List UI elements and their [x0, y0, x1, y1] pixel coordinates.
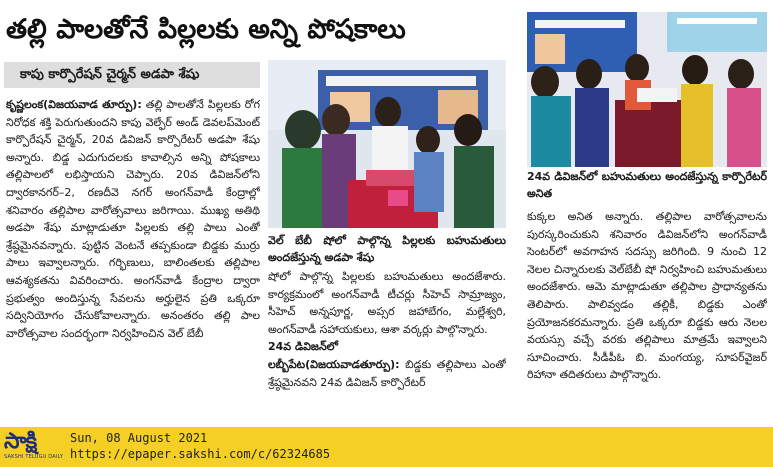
article-column-1 — [6, 96, 260, 424]
body-text: కుక్కల అనిత అన్నారు. తల్లిపాల వారోత్సవాలను పురస్కరించుకుని శనివారం డివిజన్‌లోని అంగన్‌వాడీ సెంటర్‌లో అవగాహన సదస్సు జరిగింది. 9 నుంచి 12 నెలల చిన్నారులకు వెల్‌బేబీ షో నిర్వహించి బహుమతులు అందజేశారు. ఆమె మాట్లాడుతూ తల్లిపాల ప్రాధాన్యతను తెలిపారు. పాలివ్వడం తల్లికీ, బిడ్డకు ఎంతో ప్రయోజనకరమన్నారు. ప్రతి ఒక్కరూ బిడ్డకు ఆరు నెలల వయస్సు వచ్చే వరకు తల్లిపాలు మాత్రమే ఇవ్వాలని సూచించారు. సీడీపీఓ బి. మంగయ్య, సూపర్‌వైజర్ రిహానా తదితరులు పాల్గొన్నారు. — [527, 210, 767, 382]
headline: తల్లి పాలతోనే పిల్లలకు అన్ని పోషకాలు — [6, 14, 406, 45]
sakshi-logo — [4, 430, 66, 464]
body-text: తల్లి పాలతోనే పిల్లలకు రోగ నిరోధక శక్తి పెరుగుతుందని కాపు వెల్ఫేర్ అండ్ డెవలప్‌మెంట్ కార్పొరేషన్ చైర్మన్, 20వ డివిజన్ కార్పొరేటర్ అడపా శేషు అన్నారు. బిడ్డ ఎదుగుదలకు కావాల్సిన అన్ని పోషకాలు తల్లిపాలలో లభిస్తాయని చెప్పారు. 20వ డివిజన్‌లోని ద్వారకానగర్–2, రణదీవె నగర్ అంగన్‌వాడీ కేంద్రాల్లో శనివారం తల్లిపాల వారోత్సవాలు జరిగాయి. ముఖ్య అతిథి అడపా శేషు మాట్లాడుతూ పిల్లలకు తల్లి పాలు ఎంతో శ్రేష్ఠమైనవన్నారు. పుట్టిన వెంటనే తప్పకుండా బిడ్డకు ముర్రు పాలు ఇవ్వాలన్నారు. గర్భిణులు, బాలింతలకు తల్లిపాల ఆవశ్యకతను వివరించారు. అంగన్‌వాడీ కేంద్రాల ద్వారా ప్రభుత్వం అందిస్తున్న సేవలను అర్హులైన ప్రతి ఒక్కరూ సద్వినియోగం చేసుకోవాలన్నారు. అనంతరం తల్లి పాల వారోత్సవాల సందర్భంగా నిర్వహించిన వెల్ బేబీ — [6, 98, 260, 340]
dateline: లబ్బీపేట(విజయవాడతూర్పు): — [268, 357, 400, 371]
article-column-3 — [527, 208, 767, 424]
logo-subtitle: SAKSHI TELUGU DAILY — [4, 454, 64, 460]
photo-2-image — [527, 12, 767, 167]
photo-division-24 — [527, 12, 767, 167]
photo-2-caption: 24వ డివిజన్‌లో బహుమతులు అందజేస్తున్న కార్పొరేటర్ అనిత — [527, 170, 767, 200]
footer-bar — [0, 427, 773, 467]
photo-1-image — [268, 60, 506, 228]
byline: కాపు కార్పొరేషన్ చైర్మన్ అడపా శేషు — [4, 62, 260, 88]
dateline: కృష్ణలంక(విజయవాడ తూర్పు): — [6, 98, 142, 111]
edition-date: Sun, 08 August 2021 — [70, 431, 208, 445]
photo-1-caption: వెల్ బేబీ షోలో పాల్గొన్న పిల్లలకు బహుమతులు అందజేస్తున్న అడపా శేషు — [268, 234, 506, 264]
logo-wordmark: సాక్షి — [4, 429, 37, 454]
body-text: బిడ్డకు తల్లిపాలు ఎంతో శ్రేష్ఠమైనవని 24వ డివిజన్ కార్పొరేటర్ — [268, 357, 506, 389]
subhead: 24వ డివిజన్‌లో — [268, 340, 339, 354]
photo-well-baby-show — [268, 60, 506, 228]
article-column-2 — [268, 268, 506, 424]
body-text: షోలో పాల్గొన్న పిల్లలకు బహుమతులు అందజేశారు. కార్యక్రమంలో అంగన్‌వాడీ టీచర్లు సీహెచ్ సామ్రాజ్యం, సీహెచ్ అన్నపూర్ణ, అప్సర జహాబేగం, మల్లేశ్వరి, అంగన్‌వాడీ సహాయకులు, ఆశా వర్కర్లు పాల్గొన్నారు. — [268, 270, 506, 336]
epaper-link[interactable]: https://epaper.sakshi.com/c/62324685 — [70, 447, 331, 461]
